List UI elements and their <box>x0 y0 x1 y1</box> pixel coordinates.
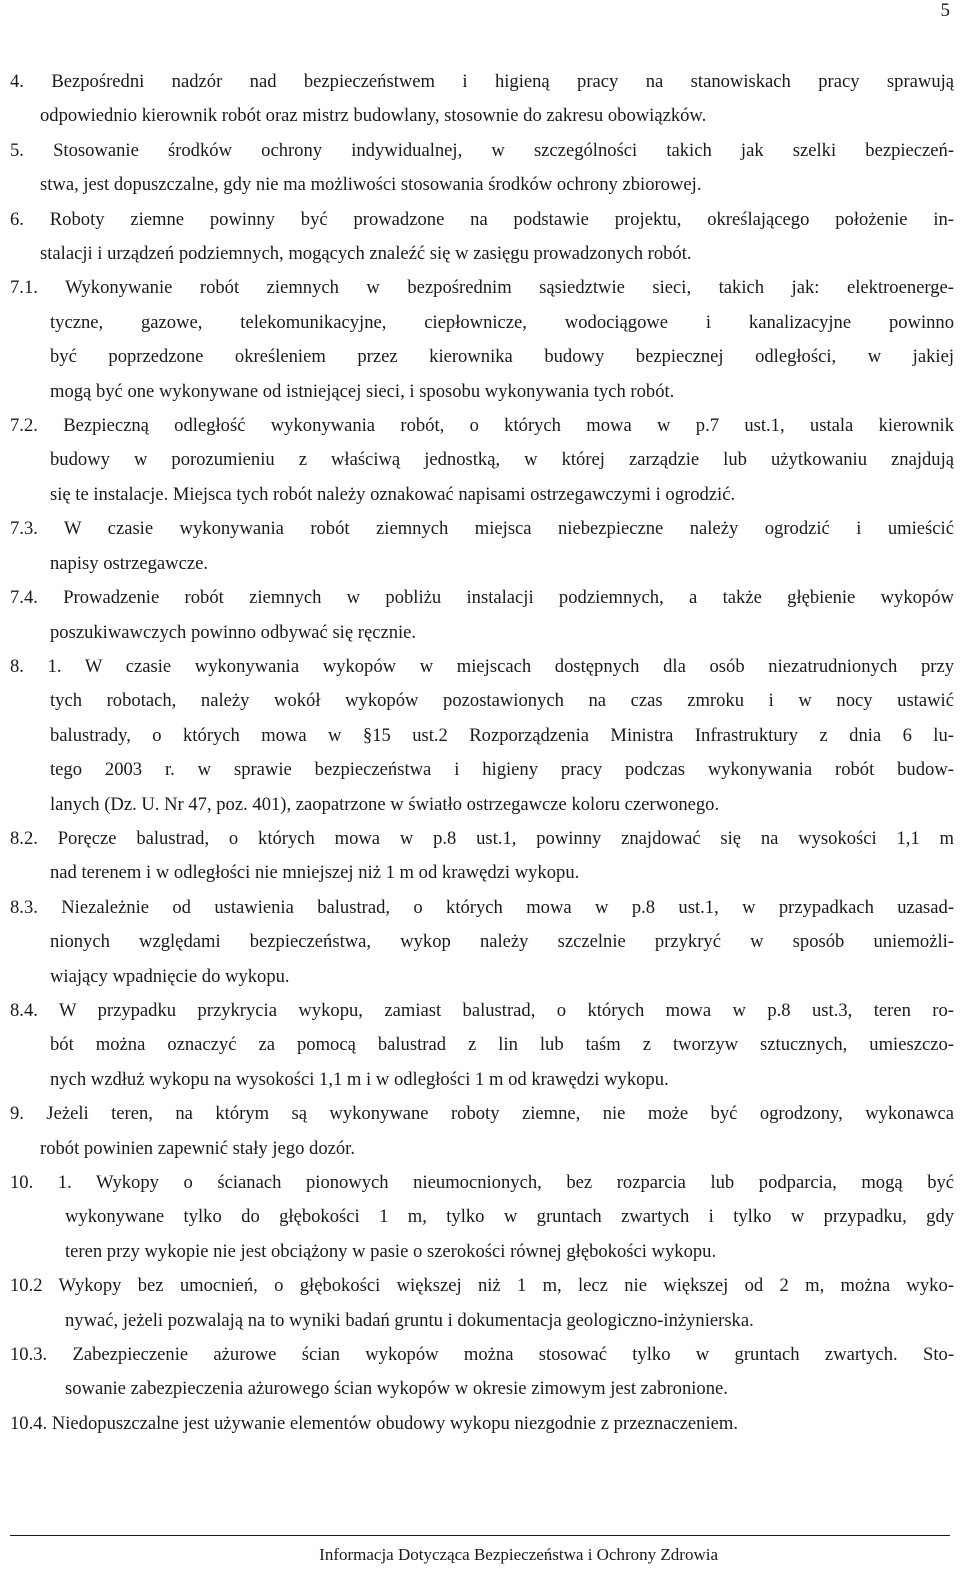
list-item <box>10 65 954 134</box>
item-first-line <box>10 891 954 925</box>
item-continuation-line: bót można oznaczyć za pomocą balustrad z lin lub taśm z tworzyw sztucznych, umieszczo- <box>50 1034 954 1056</box>
item-text: Poręcze balustrad, o których mowa w p.8 ust.1, powinny znajdować się na wysokości 1,1 m <box>37 827 954 849</box>
item-number: 10. 1. <box>10 1172 72 1193</box>
item-first-line <box>10 271 954 305</box>
item-text: Wykopy o ścianach pionowych nieumocnionych, bez rozparcia lub podparcia, mogą być <box>71 1172 954 1193</box>
item-first-line <box>10 409 954 443</box>
item-continuation-line: balustrady, o których mowa w §15 ust.2 Rozporządzenia Ministra Infrastruktury z dnia 6 lu- <box>50 724 954 746</box>
item-text: Prowadzenie robót ziemnych w pobliżu instalacji podziemnych, a także głębienie wykopów <box>37 587 954 609</box>
item-number: 10.3. <box>10 1344 48 1366</box>
item-number: 7.1. <box>10 277 38 299</box>
item-continuation-line: tyczne, gazowe, telekomunikacyjne, ciepłownicze, wodociągowe i kanalizacyjne powinno <box>50 311 954 333</box>
item-continuation-line: tego 2003 r. w sprawie bezpieczeństwa i higieny pracy podczas wykonywania robót budow- <box>50 759 954 781</box>
item-text: Wykopy bez umocnień, o głębokości większej niż 1 m, lecz nie większej od 2 m, można wyko- <box>42 1275 954 1297</box>
item-continuation-line: budowy w porozumieniu z właściwą jednostką, w której zarządzie lub użytkowaniu znajdują <box>50 449 954 471</box>
item-text: Zabezpieczenie ażurowe ścian wykopów można stosować tylko w gruntach zwartych. Sto- <box>47 1344 954 1366</box>
item-first-line <box>10 1166 954 1200</box>
list-item <box>10 1338 954 1407</box>
item-continuation-line: lanych (Dz. U. Nr 47, poz. 401), zaopatrzone w światło ostrzegawcze koloru czerwonego. <box>50 793 720 815</box>
footer-title: Informacja Dotycząca Bezpieczeństwa i Ochrony Zdrowia <box>319 1545 718 1564</box>
list-item <box>10 1407 954 1441</box>
item-first-line <box>10 1338 954 1372</box>
item-number: 7.4. <box>10 587 38 609</box>
item-continuation-line: się te instalacje. Miejsca tych robót należy oznakować napisami ostrzegawczymi i ogrodzić. <box>50 483 736 505</box>
item-text: Bezpieczną odległość wykonywania robót, o których mowa w p.7 ust.1, ustala kierownik <box>37 415 954 437</box>
item-number: 6. <box>10 208 24 230</box>
item-number: 8. 1. <box>10 655 62 677</box>
item-continuation-line: wykonywane tylko do głębokości 1 m, tylko w gruntach zwartych i tylko w przypadku, gdy <box>65 1206 954 1228</box>
list-item <box>10 512 954 581</box>
item-text: W przypadku przykrycia wykopu, zamiast balustrad, o których mowa w p.8 ust.3, teren ro- <box>37 999 954 1021</box>
list-item <box>10 271 954 409</box>
item-continuation-line: mogą być one wykonywane od istniejącej sieci, i sposobu wykonywania tych robót. <box>50 380 675 402</box>
page-number: 5 <box>940 0 950 21</box>
item-continuation-line: robót powinien zapewnić stały jego dozór. <box>40 1137 355 1159</box>
item-continuation-line: nywać, jeżeli pozwalają na to wyniki badań gruntu i dokumentacja geologiczno-inżynierska. <box>65 1309 754 1331</box>
item-number: 10.4. <box>10 1412 48 1434</box>
item-first-line <box>10 1407 954 1441</box>
item-number: 8.3. <box>10 896 38 918</box>
item-continuation-line: napisy ostrzegawcze. <box>50 552 208 574</box>
item-number: 10.2 <box>10 1275 43 1297</box>
list-item <box>10 994 954 1097</box>
list-item <box>10 203 954 272</box>
item-first-line <box>10 512 954 546</box>
item-text: W czasie wykonywania wykopów w miejscach dostępnych dla osób niezatrudnionych przy <box>61 655 954 677</box>
list-item <box>10 1269 954 1338</box>
list-item <box>10 822 954 891</box>
item-text: Jeżeli teren, na którym są wykonywane roboty ziemne, nie może być ogrodzony, wykonawca <box>23 1103 954 1125</box>
item-number: 7.2. <box>10 415 38 437</box>
item-text: Wykonywanie robót ziemnych w bezpośrednim sąsiedztwie sieci, takich jak: elektroenerge- <box>37 277 954 299</box>
item-continuation-line: stalacji i urządzeń podziemnych, mogących znaleźć się w zasięgu prowadzonych robót. <box>40 243 692 265</box>
item-text: Stosowanie środków ochrony indywidualnej, w szczególności takich jak szelki bezpieczeń- <box>23 139 954 161</box>
list-item <box>10 650 954 822</box>
item-continuation-line: sowanie zabezpieczenia ażurowego ścian wykopów w okresie zimowym jest zabronione. <box>65 1378 728 1400</box>
item-continuation-line: tych robotach, należy wokół wykopów pozostawionych na czas zmroku i w nocy ustawić <box>50 690 954 712</box>
list-item <box>10 1166 954 1269</box>
list-item <box>10 1097 954 1166</box>
item-number: 4. <box>10 71 24 92</box>
item-number: 9. <box>10 1103 24 1125</box>
item-number: 7.3. <box>10 518 38 540</box>
item-text: Bezpośredni nadzór nad bezpieczeństwem i higieną pracy na stanowiskach pracy sprawują <box>23 71 954 92</box>
item-text: Niezależnie od ustawienia balustrad, o których mowa w p.8 ust.1, w przypadkach uzasad- <box>37 896 954 918</box>
item-continuation-line: teren przy wykopie nie jest obciążony w pasie o szerokości równej głębokości wykopu. <box>65 1240 717 1262</box>
item-first-line <box>10 994 954 1028</box>
list-item <box>10 134 954 203</box>
item-first-line <box>10 134 954 168</box>
item-first-line <box>10 1269 954 1303</box>
item-text: Niedopuszczalne jest używanie elementów obudowy wykopu niezgodnie z przeznaczeniem. <box>47 1412 738 1434</box>
item-number: 8.4. <box>10 999 38 1021</box>
item-continuation-line: poszukiwawczych powinno odbywać się ręcznie. <box>50 621 417 643</box>
item-first-line <box>10 203 954 237</box>
item-number: 5. <box>10 139 24 161</box>
item-first-line <box>10 65 954 99</box>
item-continuation-line: odpowiednio kierownik robót oraz mistrz budowlany, stosownie do zakresu obowiązków. <box>40 105 707 127</box>
list-item <box>10 891 954 994</box>
item-first-line <box>10 822 954 856</box>
item-text: Roboty ziemne powinny być prowadzone na podstawie projektu, określającego położenie in- <box>23 208 954 230</box>
item-continuation-line: być poprzedzone określeniem przez kierownika budowy bezpiecznej odległości, w jakiej <box>50 346 954 368</box>
item-text: W czasie wykonywania robót ziemnych miejsca niebezpieczne należy ogrodzić i umieścić <box>37 518 954 540</box>
footer-divider <box>10 1535 950 1536</box>
list-item <box>10 581 954 650</box>
item-first-line <box>10 1097 954 1131</box>
item-continuation-line: nych wzdłuż wykopu na wysokości 1,1 m i w odległości 1 m od krawędzi wykopu. <box>50 1068 669 1090</box>
item-continuation-line: wiający wpadnięcie do wykopu. <box>50 965 290 987</box>
item-continuation-line: nionych względami bezpieczeństwa, wykop należy szczelnie przykryć w sposób uniemożli- <box>50 931 954 953</box>
list-item <box>10 409 954 512</box>
item-continuation-line: nad terenem i w odległości nie mniejszej niż 1 m od krawędzi wykopu. <box>50 862 580 884</box>
document-body <box>10 65 954 1441</box>
item-number: 8.2. <box>10 827 38 849</box>
item-first-line <box>10 581 954 615</box>
item-first-line <box>10 650 954 684</box>
item-continuation-line: stwa, jest dopuszczalne, gdy nie ma możliwości stosowania środków ochrony zbiorowej. <box>40 174 702 196</box>
